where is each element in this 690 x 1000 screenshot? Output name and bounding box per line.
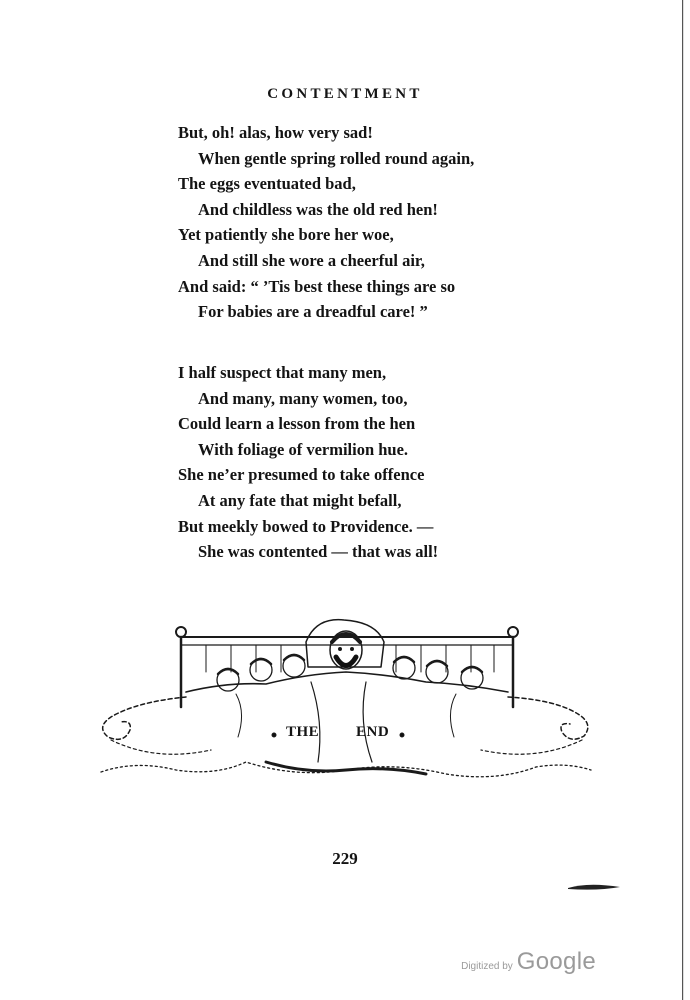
- poem-line: She was contented — that was all!: [198, 542, 439, 562]
- poem-line: But, oh! alas, how very sad!: [178, 123, 373, 142]
- poem-line: Could learn a lesson from the hen: [178, 414, 416, 434]
- page-edge-line: [682, 0, 684, 1000]
- poem-line: And still she wore a cheerful air,: [198, 250, 425, 270]
- poem-line: She ne’er presumed to take offence: [178, 465, 425, 485]
- poem-line: But meekly bowed to Providence. —: [178, 516, 434, 536]
- poem-line: I half suspect that many men,: [178, 363, 387, 382]
- watermark-prefix: Digitized by: [461, 961, 513, 972]
- the-end-right: END: [356, 724, 390, 740]
- poem-line: And many, many women, too,: [198, 388, 408, 408]
- page-number: 229: [332, 849, 358, 868]
- poem-line: When gentle spring rolled round again,: [198, 148, 475, 168]
- stanza-2: [178, 360, 618, 565]
- digitized-watermark: [461, 948, 596, 976]
- stanza-1: [178, 120, 618, 325]
- poem-line: And said: “ ’Tis best these things are so: [178, 276, 456, 296]
- watermark-brand: Google: [516, 948, 596, 975]
- the-end-left: THE: [286, 724, 320, 740]
- poem-line: With foliage of vermilion hue.: [198, 439, 409, 459]
- poem-line: For babies are a dreadful care! ”: [198, 302, 428, 322]
- running-head: CONTENTMENT: [267, 86, 423, 102]
- poem-line: At any fate that might befall,: [198, 490, 402, 510]
- bed-with-family-illustration: [96, 612, 596, 792]
- scan-smudge-icon: [568, 880, 620, 894]
- poem-line: The eggs eventuated bad,: [178, 174, 356, 194]
- poem-line: And childless was the old red hen!: [198, 199, 438, 219]
- poem-line: Yet patiently she bore her woe,: [178, 225, 394, 245]
